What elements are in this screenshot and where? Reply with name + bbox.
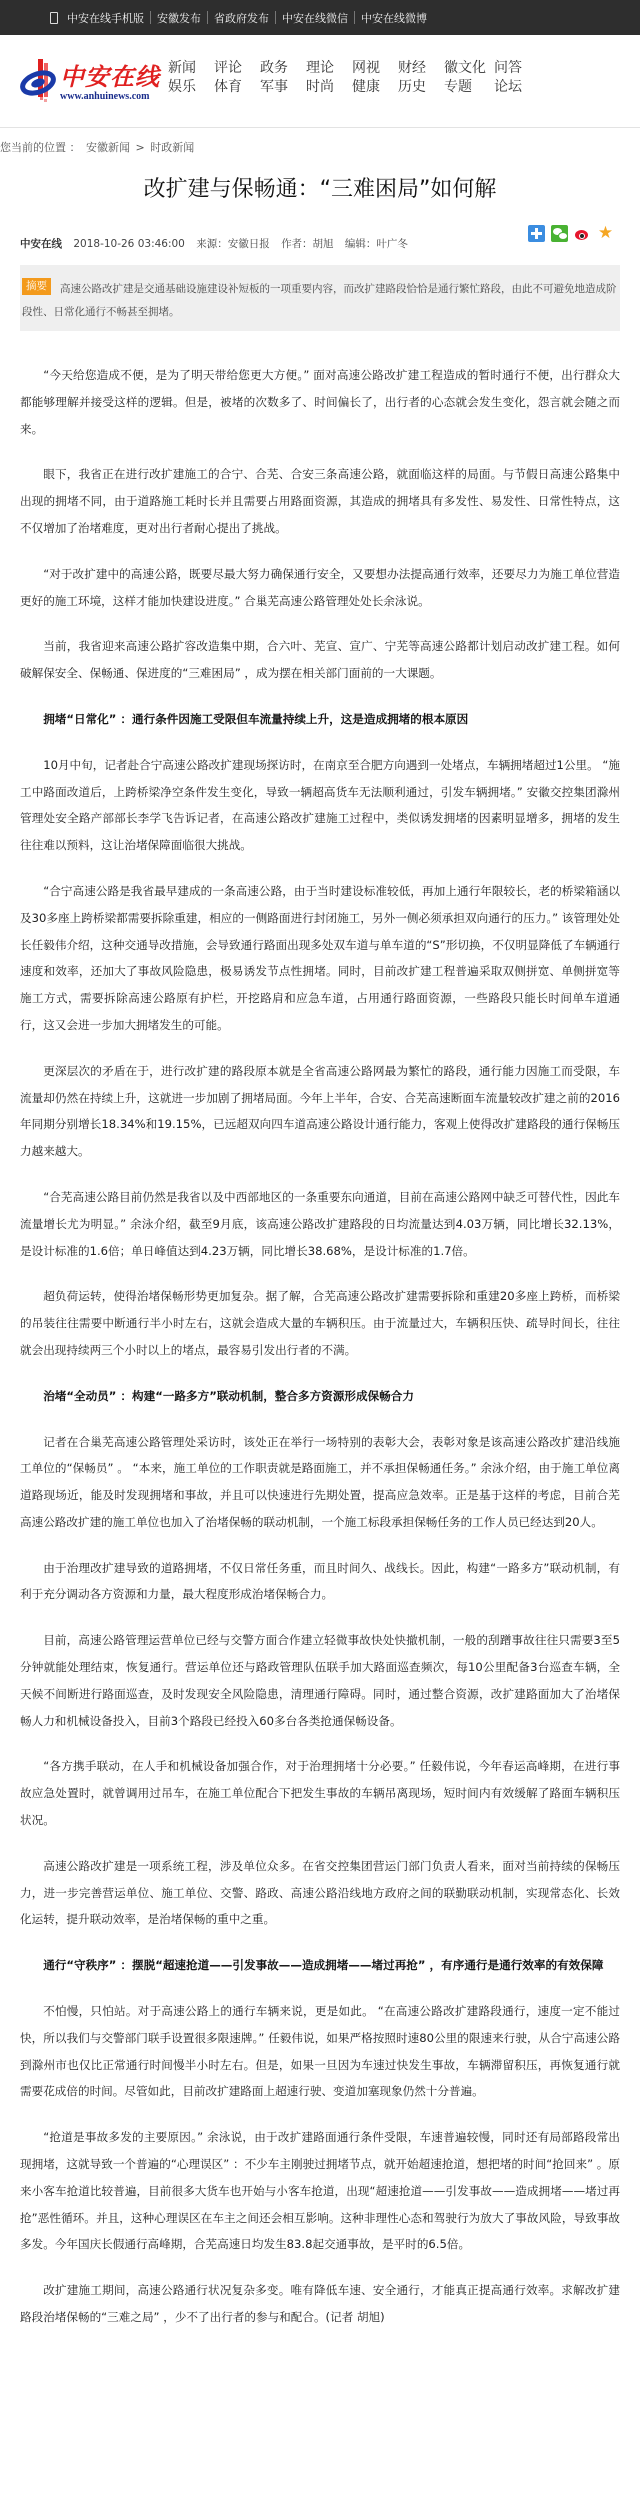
site-header <box>0 35 640 125</box>
section-heading: 治堵“全动员” ：构建“一路多方”联动机制，整合多方资源形成保畅合力 <box>43 1388 414 1403</box>
article-body <box>20 362 620 2350</box>
article-paragraph: 当前，我省迎来高速公路扩容改造集中期，合六叶、芜宣、宣广、宁芜等高速公路都计划启动改扩建工程。如何破解保安全、保畅通、保进度的“三难困局” ，成为摆在相关部门面前的一大课题。 <box>20 639 620 681</box>
nav-column <box>494 59 524 97</box>
top-links <box>50 0 433 35</box>
top-link-anhui-release[interactable]: 安徽发布 <box>157 11 201 25</box>
breadcrumb-item-politics-news[interactable]: 时政新闻 <box>150 141 195 154</box>
article-paragraph: 目前，高速公路管理运营单位已经与交警方面合作建立轻微事故快处快撤机制，一般的刮蹭事故往往只需要3至5分钟就能处理结束，恢复通行。营运单位还与路政管理队伍联手加大路面巡查频次，每10公里配备3台巡查车辆，全天候不间断进行路面巡查，及时发现安全风险隐患，清理通行障碍。同时，通过整合资源，改扩建路面加大了治堵保畅人力和机械设备投入，目前3个路段已经投入60多台各类抢通保畅设备。 <box>20 1633 620 1728</box>
article-paragraph: 高速公路改扩建是一项系统工程，涉及单位众多。在省交控集团营运门部门负责人看来，面对当前持续的保畅压力，进一步完善营运单位、施工单位、交警、路政、高速公路沿线地方政府之间的联勤联动机制，实现常态化、长效化运转，提升联动效率，是治堵保畅的重中之重。 <box>20 1858 620 1927</box>
summary-tag: 摘要 <box>22 278 51 295</box>
article-title: 改扩建与保畅通：“三难困局”如何解 <box>143 177 497 202</box>
nav-column <box>306 59 352 97</box>
article-author: 作者：胡旭 <box>281 238 334 250</box>
top-link-mobile[interactable]: 中安在线手机版 <box>67 11 144 25</box>
article-paragraph: “合芜高速公路目前仍然是我省以及中西部地区的一条重要东向通道，目前在高速公路网中缺乏可替代性，因此车流量增长尤为明显。” 余泳介绍，截至9月底，该高速公路改扩建路段的日均流量达到4.03万辆，同比增长32.13%，是设计标准的1.6倍；单日峰值达到4.23万辆，同比增长38.68%，是设计标准的1.7倍。 <box>20 1189 620 1258</box>
section-heading: 通行“守秩序” ：摆脱“超速抢道——引发事故——造成拥堵——堵过再抢” ，有序通行是通行效率的有效保障 <box>43 1958 604 1973</box>
nav-item-history[interactable]: 历史 <box>398 79 426 95</box>
qzone-icon[interactable]: ★ <box>597 223 614 243</box>
weibo-icon[interactable] <box>574 225 591 242</box>
article-site: 中安在线 <box>20 238 62 250</box>
top-link-wechat[interactable]: 中安在线微信 <box>282 11 348 25</box>
nav-item-sports[interactable]: 体育 <box>214 79 242 95</box>
plus-share-icon[interactable] <box>528 225 545 242</box>
article-source: 来源：安徽日报 <box>196 238 270 250</box>
section-heading: 拥堵“日常化” ：通行条件因施工受限但车流量持续上升，这是造成拥堵的根本原因 <box>43 711 469 726</box>
nav-column <box>214 59 260 97</box>
mobile-phone-icon <box>50 12 58 24</box>
article-paragraph: “抢道是事故多发的主要原因。” 余泳说，由于改扩建路面通行条件受限，车速普遍较慢，同时还有局部路段常出现拥堵，这就导致一个普遍的“心理误区” ：不少车主刚驶过拥堵节点，就开始超速抢道，想把堵的时间“抢回来” 。原来小客车抢道比较普遍，目前很多大货车也开始与小客车抢道，出现“超速抢道——引发事故——造成拥堵——堵过再抢”恶性循环。并且，这种心理误区在车主之间还会相互影响。这种非理性心态和驾驶行为放大了事故风险，导致事故多发。今年国庆长假通行高峰期，合芜高速日均发生83.8起交通事故，是平时的6.5倍。 <box>20 2130 620 2252</box>
nav-column <box>444 59 494 97</box>
nav-item-forum[interactable]: 论坛 <box>494 79 522 95</box>
nav-item-qa[interactable]: 问答 <box>494 60 522 76</box>
nav-item-entertainment[interactable]: 娱乐 <box>168 79 196 95</box>
nav-item-government[interactable]: 政务 <box>260 60 288 76</box>
nav-item-health[interactable]: 健康 <box>352 79 380 95</box>
nav-item-hui-culture[interactable]: 徽文化 <box>444 60 486 76</box>
article-paragraph: 由于治理改扩建导致的道路拥堵，不仅日常任务重，而且时间久、战线长。因此，构建“一路多方”联动机制，有利于充分调动各方资源和力量，最大程度形成治堵保畅合力。 <box>20 1560 620 1602</box>
nav-item-finance[interactable]: 财经 <box>398 60 426 76</box>
article-paragraph: “合宁高速公路是我省最早建成的一条高速公路，由于当时建设标准较低，再加上通行年限较长，老的桥梁箱涵以及30多座上跨桥梁都需要拆除重建，相应的一侧路面进行封闭施工，另外一侧必须承担双向通行的压力。” 该管理处处长任毅伟介绍，这种交通导改措施，会导致通行路面出现多处双车道与单车道的“S”形切换，不仅明显降低了车辆通行速度和效率，还加大了事故风险隐患，极易诱发节点性拥堵。同时，目前改扩建工程普遍采取双侧拼宽、单侧拼宽等施工方式，需要拆除高速公路原有护栏，开挖路肩和应急车道，占用通行路面资源，一些路段只能长时间单车道通行，这又会进一步加大拥堵发生的可能。 <box>20 883 620 1032</box>
article-editor: 编辑：叶广冬 <box>344 238 408 250</box>
summary-text: 高速公路改扩建是交通基础设施建设补短板的一项重要内容，而改扩建路段恰恰是通行繁忙路段，由此不可避免地造成阶段性、日常化通行不畅甚至拥堵。 <box>22 283 617 318</box>
nav-item-news[interactable]: 新闻 <box>168 60 196 76</box>
article-paragraph: 10月中旬，记者赴合宁高速公路改扩建现场探访时，在南京至合肥方向遇到一处堵点，车辆拥堵超过1公里。 “施工中路面改道后，上跨桥梁净空条件发生变化，导致一辆超高货车无法顺利通过，引发车辆拥堵。” 安徽交控集团滁州管理处安全路产部部长李学飞告诉记者，在高速公路改扩建施工过程中，类似诱发拥堵的因素明显增多，拥堵的发生往往难以预料，这让治堵保障面临很大挑战。 <box>20 757 620 853</box>
article-datetime: 2018-10-26 03:46:00 <box>73 238 185 250</box>
article-paragraph: 眼下，我省正在进行改扩建施工的合宁、合芜、合安三条高速公路，就面临这样的局面。与节假日高速公路集中出现的拥堵不同，由于道路施工耗时长并且需要占用路面资源，其造成的拥堵具有多发性、易发性、日常性特点，这不仅增加了治堵难度，更对出行者耐心提出了挑战。 <box>20 467 620 535</box>
nav-item-topics[interactable]: 专题 <box>444 79 472 95</box>
share-buttons <box>528 225 614 242</box>
breadcrumb <box>0 139 196 155</box>
top-link-weibo[interactable]: 中安在线微博 <box>361 11 427 25</box>
nav-column <box>260 59 306 97</box>
article-paragraph: “各方携手联动，在人手和机械设备加强合作，对于治理拥堵十分必要。” 任毅伟说，今年春运高峰期，在进行事故应急处置时，就曾调用过吊车，在施工单位配合下把发生事故的车辆吊离现场，短时间内有效缓解了路面车辆积压状况。 <box>20 1759 620 1828</box>
article-paragraph: 不怕慢，只怕站。对于高速公路上的通行车辆来说，更是如此。 “在高速公路改扩建路段通行，速度一定不能过快，所以我们与交警部门联手设置很多限速牌。” 任毅伟说，如果严格按照时速80公里的限速来行驶，从合宁高速公路到滁州市也仅比正常通行时间慢半小时左右。但是，如果一旦因为车速过快发生事故，车辆滞留积压，再恢复通行就需要花成倍的时间。尽管如此，目前改扩建路面上超速行驶、变道加塞现象仍然十分普遍。 <box>20 2004 620 2099</box>
wechat-icon[interactable] <box>551 225 568 242</box>
breadcrumb-item-anhui-news[interactable]: 安徽新闻 <box>86 141 130 154</box>
nav-column <box>352 59 398 97</box>
nav-column <box>398 59 444 97</box>
nav-item-theory[interactable]: 理论 <box>306 60 334 76</box>
nav-column <box>168 59 214 97</box>
main-nav <box>168 59 524 97</box>
nav-item-comment[interactable]: 评论 <box>214 60 242 76</box>
top-link-gov-release[interactable]: 省政府发布 <box>214 11 269 25</box>
nav-item-military[interactable]: 军事 <box>260 79 288 95</box>
nav-item-video[interactable]: 网视 <box>352 60 380 76</box>
article-paragraph: 超负荷运转，使得治堵保畅形势更加复杂。据了解，合芜高速公路改扩建需要拆除和重建20多座上跨桥，而桥梁的吊装往往需要中断通行半小时左右，这就会造成大量的车辆积压。由于流量过大，车辆积压快、疏导时间长，往往就会出现持续两三个小时以上的堵点，最容易引发出行者的不满。 <box>20 1289 620 1357</box>
article-paragraph: 记者在合巢芜高速公路管理处采访时，该处正在举行一场特别的表彰大会，表彰对象是该高速公路改扩建沿线施工单位的“保畅员” 。 “本来，施工单位的工作职责就是路面施工，并不承担保畅通任务。” 余泳介绍，由于施工单位离道路现场近，能及时发现拥堵和事故，并且可以快速进行先期处置，提高应急效率。正是基于这样的考虑，目前合芜高速公路改扩建的施工单位也加入了治堵保畅的联动机制，一个施工标段承担保畅任务的工作人员已经达到20人。 <box>20 1434 620 1529</box>
article-paragraph: 改扩建施工期间，高速公路通行状况复杂多变。唯有降低车速、安全通行，才能真正提高通行效率。求解改扩建路段治堵保畅的“三难之局” ，少不了出行者的参与和配合。(记者 胡旭) <box>20 2283 620 2325</box>
breadcrumb-separator: > <box>135 141 145 154</box>
article-summary <box>20 265 620 331</box>
breadcrumb-label: 您当前的位置 ： <box>0 141 81 154</box>
top-bar <box>0 0 640 35</box>
logo-url: www.anhuinews.com <box>60 91 150 102</box>
article-paragraph: “今天给您造成不便，是为了明天带给您更大方便。” 面对高速公路改扩建工程造成的暂时通行不便，出行群众大都能够理解并接受这样的逻辑。但是，被堵的次数多了、时间偏长了，出行者的心态就会发生变化，怨言就会随之而来。 <box>20 368 620 436</box>
logo-text: 中安在线 <box>60 62 160 91</box>
article-paragraph: “对于改扩建中的高速公路，既要尽最大努力确保通行安全，又要想办法提高通行效率，还要尽力为施工单位营造更好的施工环境，这样才能加快建设进度。” 合巢芜高速公路管理处处长余泳说。 <box>20 566 620 608</box>
site-logo[interactable] <box>20 53 160 108</box>
article-paragraph: 更深层次的矛盾在于，进行改扩建的路段原本就是全省高速公路网最为繁忙的路段，通行能力因施工而受限，车流量却仍然在持续上升，这就进一步加剧了拥堵局面。今年上半年，合安、合芜高速断面车流量较改扩建之前的2016年同期分别增长18.34%和19.15%，已远超双向四车道高速公路设计通行能力，客观上使得改扩建路段的通行保畅压力越来越大。 <box>20 1063 620 1159</box>
article-meta <box>20 236 416 251</box>
nav-item-fashion[interactable]: 时尚 <box>306 79 334 95</box>
header-divider <box>0 127 640 128</box>
